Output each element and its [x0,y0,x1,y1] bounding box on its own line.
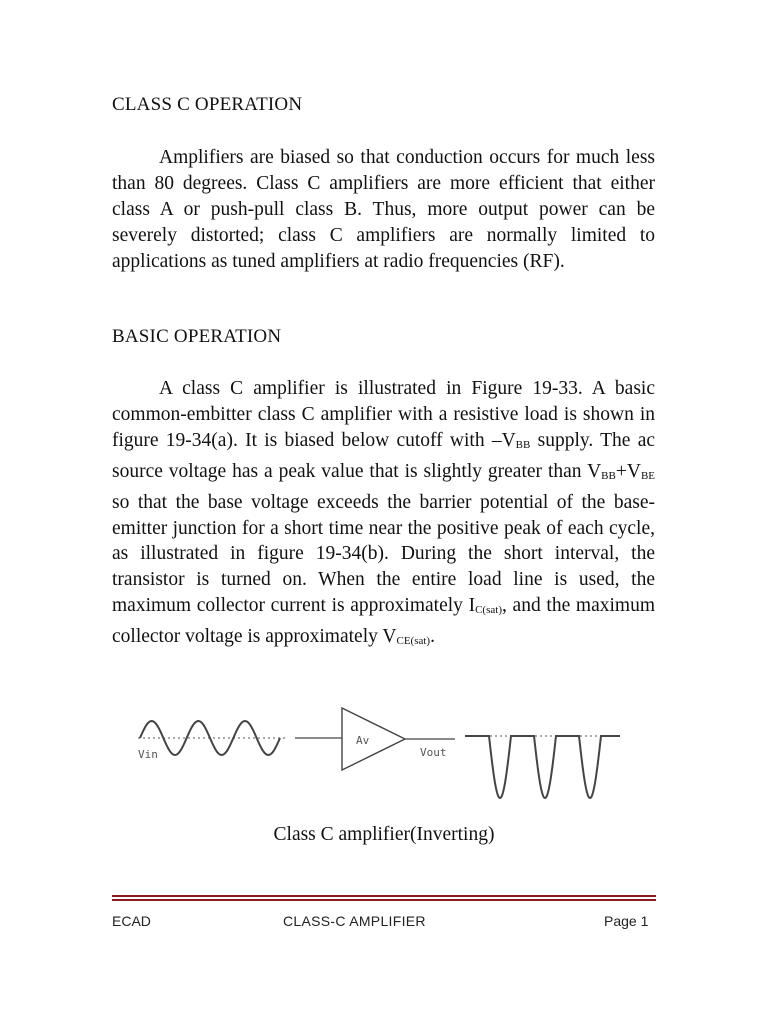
paragraph-basic-operation [112,376,655,655]
section-heading-basic-operation: BASIC OPERATION [112,326,282,347]
text-run: . [430,626,435,648]
footer-title: CLASS-C AMPLIFIER [283,913,426,929]
av-label: Av [356,734,370,747]
page-number: Page 1 [604,913,649,929]
text-run: +V [615,460,641,482]
output-clipped-wave [465,736,620,798]
footer-rule-bottom [112,899,656,901]
subscript-be: BE [640,469,655,482]
text-run: A class C amplifier is illustrated in Figure 19-33. A basic common-embitter class C amplifier with a resistive load is shown in figure 19-34(a). It is biased below cutoff with –V [112,378,655,451]
subscript-ce-sat: CE(sat) [396,635,431,648]
subscript-bb: BB [515,438,531,451]
subscript-bb: BB [601,469,616,482]
vin-label: Vin [138,748,158,761]
text-run: so that the base voltage exceeds the barrier potential of the base-emitter junction for a short time near the positive peak of each cycle, as illustrated in figure 19-34(b). During the short interval, the transistor is turned on. When the entire load line is used, the maximum collector current is approximately I [112,491,655,617]
figure-caption: Class C amplifier(Inverting) [273,824,495,845]
amplifier-figure [130,698,640,820]
amplifier-triangle [342,708,405,770]
paragraph-class-c-intro: Amplifiers are biased so that conduction occurs for much less than 80 degrees. Class C amplifiers are more efficient that either class A or push-pull class B. Thus, more output power can be severely distorted; class C amplifiers are normally limited to applications as tuned amplifiers at radio frequencies (RF). [112,147,655,272]
section-heading-class-c-operation: CLASS C OPERATION [112,94,303,115]
subscript-c-sat: C(sat) [475,604,502,617]
footer-left-text: ECAD [112,913,151,929]
text-run: , and the maximum collector voltage is approximately V [112,595,655,648]
amplifier-diagram [130,698,640,820]
footer-rule-top [112,895,656,897]
text-run: supply. The ac source voltage has a peak value that is slightly greater than V [112,429,655,482]
vout-label: Vout [420,746,447,759]
